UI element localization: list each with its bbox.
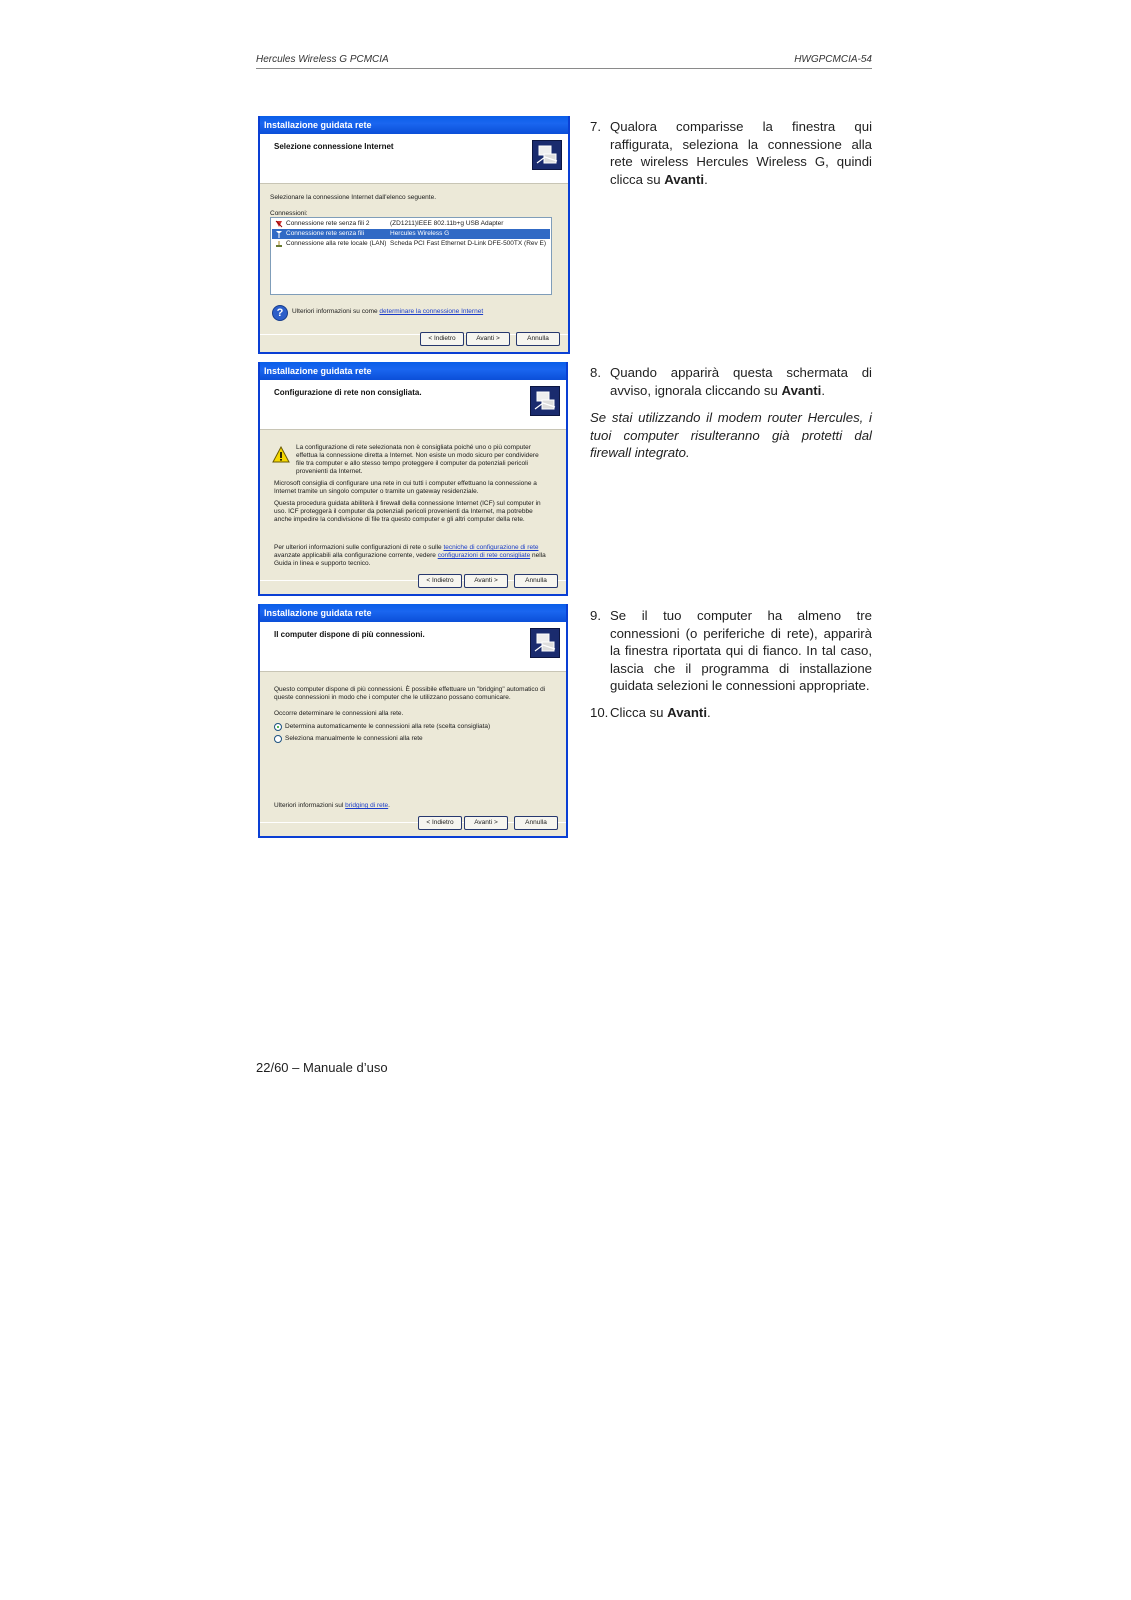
step-emphasis: Avanti (667, 705, 707, 720)
step-emphasis: Avanti (781, 382, 822, 398)
step-end: . (704, 171, 708, 187)
step-text (610, 118, 872, 188)
help-text (292, 308, 483, 316)
list-item[interactable] (272, 239, 550, 249)
more-info-part: nella Guida in linea e supporto tecnico. (274, 552, 546, 567)
next-button[interactable]: Avanti > (464, 816, 508, 830)
dialog-header-panel (260, 622, 566, 672)
warning-icon (272, 446, 290, 464)
header-product-name: Hercules Wireless G PCMCIA (256, 54, 389, 65)
dialog-title: Installazione guidata rete (260, 116, 568, 134)
dialog-subtitle: Configurazione di rete non consigliata. (274, 388, 422, 397)
help-text (274, 802, 390, 810)
wireless-antenna-icon (275, 230, 283, 238)
warning-text: La configurazione di rete selezionata non è consigliata poiché uno o più computer effettua la connessione diretta a Internet. Non esiste un modo sicuro per condividere file tra computer e allo stesso tempo proteggere il computer da potenziali pericoli provenienti da Internet. (296, 444, 539, 475)
header-rule (256, 68, 872, 69)
step-end: . (821, 382, 826, 398)
next-button[interactable]: Avanti > (464, 574, 508, 588)
cancel-button[interactable]: Annulla (516, 332, 560, 346)
button-row (414, 332, 560, 346)
auto-detect-label[interactable]: Determina automaticamente le connessioni alla rete (scelta consigliata) (285, 723, 491, 730)
step-number: 7. (590, 119, 601, 134)
network-wizard-icon (530, 386, 560, 416)
next-button[interactable]: Avanti > (466, 332, 510, 346)
network-wizard-icon (532, 140, 562, 170)
step-body: Clicca su (610, 705, 668, 720)
network-wizard-icon (530, 628, 560, 658)
step-text (610, 364, 872, 399)
instruction-text: Selezionare la connessione Internet dall'elenco seguente. (270, 194, 437, 201)
connection-device: Hercules Wireless G (390, 230, 450, 237)
help-prefix: Ulteriori informazioni sul (274, 802, 346, 809)
step-body: Qualora comparisse la finestra qui raffigurata, seleziona la connessione alla rete wireless Hercules Wireless G, quindi clicca su (610, 119, 872, 187)
multiple-connections-text: Questo computer dispone di più connessioni. È possibile effettuare un "bridging" automatico di queste connessioni in modo che i computer che le utilizzano possano comunicare. (274, 686, 546, 701)
list-item[interactable] (272, 219, 550, 229)
recommended-configurations-link[interactable]: configurazioni di rete consigliate (437, 552, 531, 559)
help-link[interactable]: determinare la connessione Internet (379, 308, 484, 315)
help-question-icon: ? (272, 305, 288, 321)
more-info-text (274, 544, 546, 568)
connection-name: Connessione alla rete locale (LAN) (286, 240, 387, 247)
page-footer: 22/60 – Manuale d’uso (256, 1060, 388, 1075)
determine-connections-text: Occorre determinare le connessioni alla rete. (274, 710, 404, 717)
step-number: 8. (590, 365, 601, 380)
step-7 (590, 118, 872, 188)
step-text (610, 704, 872, 722)
step-end: . (707, 705, 711, 720)
lan-icon (275, 240, 283, 248)
manual-select-label[interactable]: Seleziona manualmente le connessioni alla rete (285, 735, 423, 742)
manual-select-radio[interactable] (274, 735, 282, 743)
help-suffix: . (388, 802, 390, 809)
dialog-select-internet-connection (258, 116, 570, 354)
auto-detect-radio[interactable] (274, 723, 282, 731)
back-button[interactable]: < Indietro (420, 332, 464, 346)
header-model-code: HWGPCMCIA-54 (794, 54, 872, 65)
step-text: Se il tuo computer ha almeno tre connessioni (o periferiche di rete), apparirà la finestra riportata qui di fianco. In tal caso, lascia che il programma di installazione guidata selezioni le connessioni appropriate. (610, 608, 872, 693)
connection-device: (ZD1211)IEEE 802.11b+g USB Adapter (390, 220, 504, 227)
network-techniques-link[interactable]: tecniche di configurazione di rete (443, 544, 539, 551)
dialog-title: Installazione guidata rete (260, 362, 566, 380)
dialog-subtitle: Selezione connessione Internet (274, 142, 394, 151)
step-10 (590, 704, 872, 722)
wireless-disabled-icon (275, 220, 283, 228)
connection-name: Connessione rete senza fili (286, 230, 365, 237)
button-row (412, 574, 558, 588)
connections-listbox[interactable] (270, 217, 552, 295)
connections-label: Connessioni: (270, 210, 308, 217)
back-button[interactable]: < Indietro (418, 574, 462, 588)
step-number: 9. (590, 608, 601, 623)
help-prefix: Ulteriori informazioni su come (292, 308, 380, 315)
connection-name: Connessione rete senza fili 2 (286, 220, 370, 227)
dialog-subtitle: Il computer dispone di più connessioni. (274, 630, 425, 639)
step-emphasis: Avanti (664, 171, 705, 187)
button-row (412, 816, 558, 830)
dialog-multiple-connections (258, 604, 568, 838)
cancel-button[interactable]: Annulla (514, 816, 558, 830)
recommendation-text: Microsoft consiglia di configurare una rete in cui tutti i computer effettuano la connessione a Internet tramite un singolo computer o tramite un gateway residenziale. (274, 480, 537, 495)
firewall-note: Se stai utilizzando il modem router Hercules, i tuoi computer risulteranno già protetti dal firewall integrato. (590, 410, 872, 460)
back-button[interactable]: < Indietro (418, 816, 462, 830)
dialog-title: Installazione guidata rete (260, 604, 566, 622)
more-info-part: avanzate applicabili alla configurazione corrente, vedere (274, 552, 438, 559)
connection-device: Scheda PCI Fast Ethernet D-Link DFE-500TX (Rev E) (390, 240, 547, 247)
cancel-button[interactable]: Annulla (514, 574, 558, 588)
step-body: Quando apparirà questa schermata di avviso, ignorala cliccando su (610, 365, 872, 398)
bridging-link[interactable]: bridging di rete (345, 802, 389, 809)
step-number: 10. (590, 705, 609, 720)
dialog-header-panel (260, 134, 568, 184)
dialog-header-panel (260, 380, 566, 430)
step-8 (590, 364, 872, 399)
firewall-text: Questa procedura guidata abiliterà il firewall della connessione Internet (ICF) sul computer in uso. ICF proteggerà il computer da potenziali pericoli provenienti da Internet, ma potrebbe anche impedire la condivisione di file tra questo computer e gli altri computer della rete. (274, 500, 541, 523)
step-9 (590, 607, 872, 695)
more-info-part: Per ulteriori informazioni sulle configurazioni di rete o sulle (274, 544, 444, 551)
list-item[interactable] (272, 229, 550, 239)
dialog-network-not-recommended (258, 362, 568, 596)
